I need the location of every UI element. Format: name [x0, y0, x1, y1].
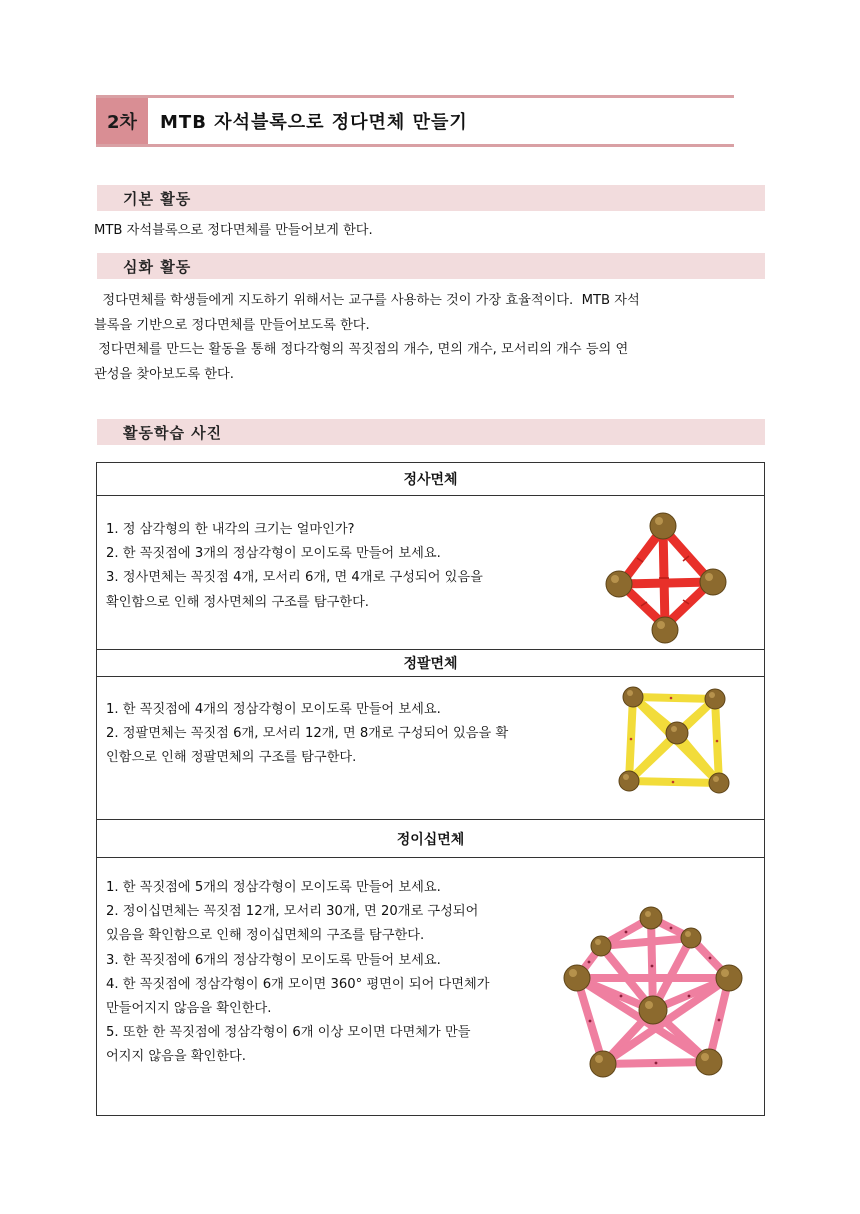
- list-item: 인함으로 인해 정팔면체의 구조를 탐구한다.: [106, 750, 357, 766]
- list-item: 있음을 확인함으로 인해 정이십면체의 구조를 탐구한다.: [106, 928, 425, 944]
- list-item: 1. 한 꼭짓점에 5개의 정삼각형이 모이도록 만들어 보세요.: [106, 880, 441, 895]
- tetrahedron-header: 정사면체: [97, 463, 764, 496]
- list-item: 어지지 않음을 확인한다.: [106, 1049, 246, 1065]
- list-item: 5. 또한 한 꼭짓점에 정삼각형이 6개 이상 모이면 다면체가 만들: [106, 1025, 471, 1041]
- icosahedron-items: [106, 876, 489, 1070]
- advanced-line: 정다면체를 만드는 활동을 통해 정다각형의 꼭짓점의 개수, 면의 개수, 모서리의 개수 등의 연: [94, 342, 629, 357]
- basic-activity-line: MTB 자석블록으로 정다면체를 만들어보게 한다.: [94, 223, 373, 238]
- octahedron-photo-icon: [611, 683, 741, 801]
- list-item: 2. 정이십면체는 꼭짓점 12개, 모서리 30개, 면 20개로 구성되어: [106, 904, 479, 920]
- list-item: 1. 한 꼭짓점에 4개의 정삼각형이 모이도록 만들어 보세요.: [106, 702, 441, 717]
- lesson-title: MTB 자석블록으로 정다면체 만들기: [160, 112, 468, 133]
- icosahedron-photo-icon: [561, 906, 761, 1086]
- list-item: 3. 정사면체는 꼭짓점 4개, 모서리 6개, 면 4개로 구성되어 있음을: [106, 570, 483, 586]
- tetrahedron-cell: [97, 496, 764, 650]
- list-item: 2. 정팔면체는 꼭짓점 6개, 모서리 12개, 면 8개로 구성되어 있음을 확: [106, 726, 509, 742]
- activity-photos-heading: 활동학습 사진: [97, 419, 765, 445]
- tetrahedron-items: [106, 518, 483, 615]
- tetrahedron-photo-icon: [597, 506, 737, 646]
- advanced-activity-text: [94, 289, 765, 387]
- basic-activity-text: [94, 219, 765, 244]
- advanced-line: 블록을 기반으로 정다면체를 만들어보도록 한다.: [94, 317, 370, 333]
- advanced-activity-heading: 심화 활동: [97, 253, 765, 279]
- list-item: 3. 한 꼭짓점에 6개의 정삼각형이 모이도록 만들어 보세요.: [106, 952, 441, 968]
- lesson-number: 2차: [96, 98, 148, 144]
- list-item: 2. 한 꼭짓점에 3개의 정삼각형이 모이도록 만들어 보세요.: [106, 546, 441, 562]
- basic-activity-heading: 기본 활동: [97, 185, 765, 211]
- list-item: 1. 정 삼각형의 한 내각의 크기는 얼마인가?: [106, 522, 355, 537]
- octahedron-header: 정팔면체: [97, 650, 764, 677]
- advanced-line: 관성을 찾아보도록 한다.: [94, 366, 234, 382]
- icosahedron-header: 정이십면체: [97, 820, 764, 858]
- list-item: 만들어지지 않음을 확인한다.: [106, 1001, 272, 1017]
- icosahedron-cell: [97, 858, 764, 1115]
- octahedron-items: [106, 698, 508, 771]
- list-item: 확인함으로 인해 정사면체의 구조를 탐구한다.: [106, 594, 370, 610]
- advanced-line: 정다면체를 학생들에게 지도하기 위해서는 교구를 사용하는 것이 가장 효율적이다. MTB 자석: [94, 293, 640, 308]
- activity-photos-table: [96, 462, 765, 1116]
- list-item: 4. 한 꼭짓점에 정삼각형이 6개 모이면 360° 평면이 되어 다면체가: [106, 976, 490, 992]
- octahedron-cell: [97, 677, 764, 820]
- lesson-title-bar: [96, 95, 734, 147]
